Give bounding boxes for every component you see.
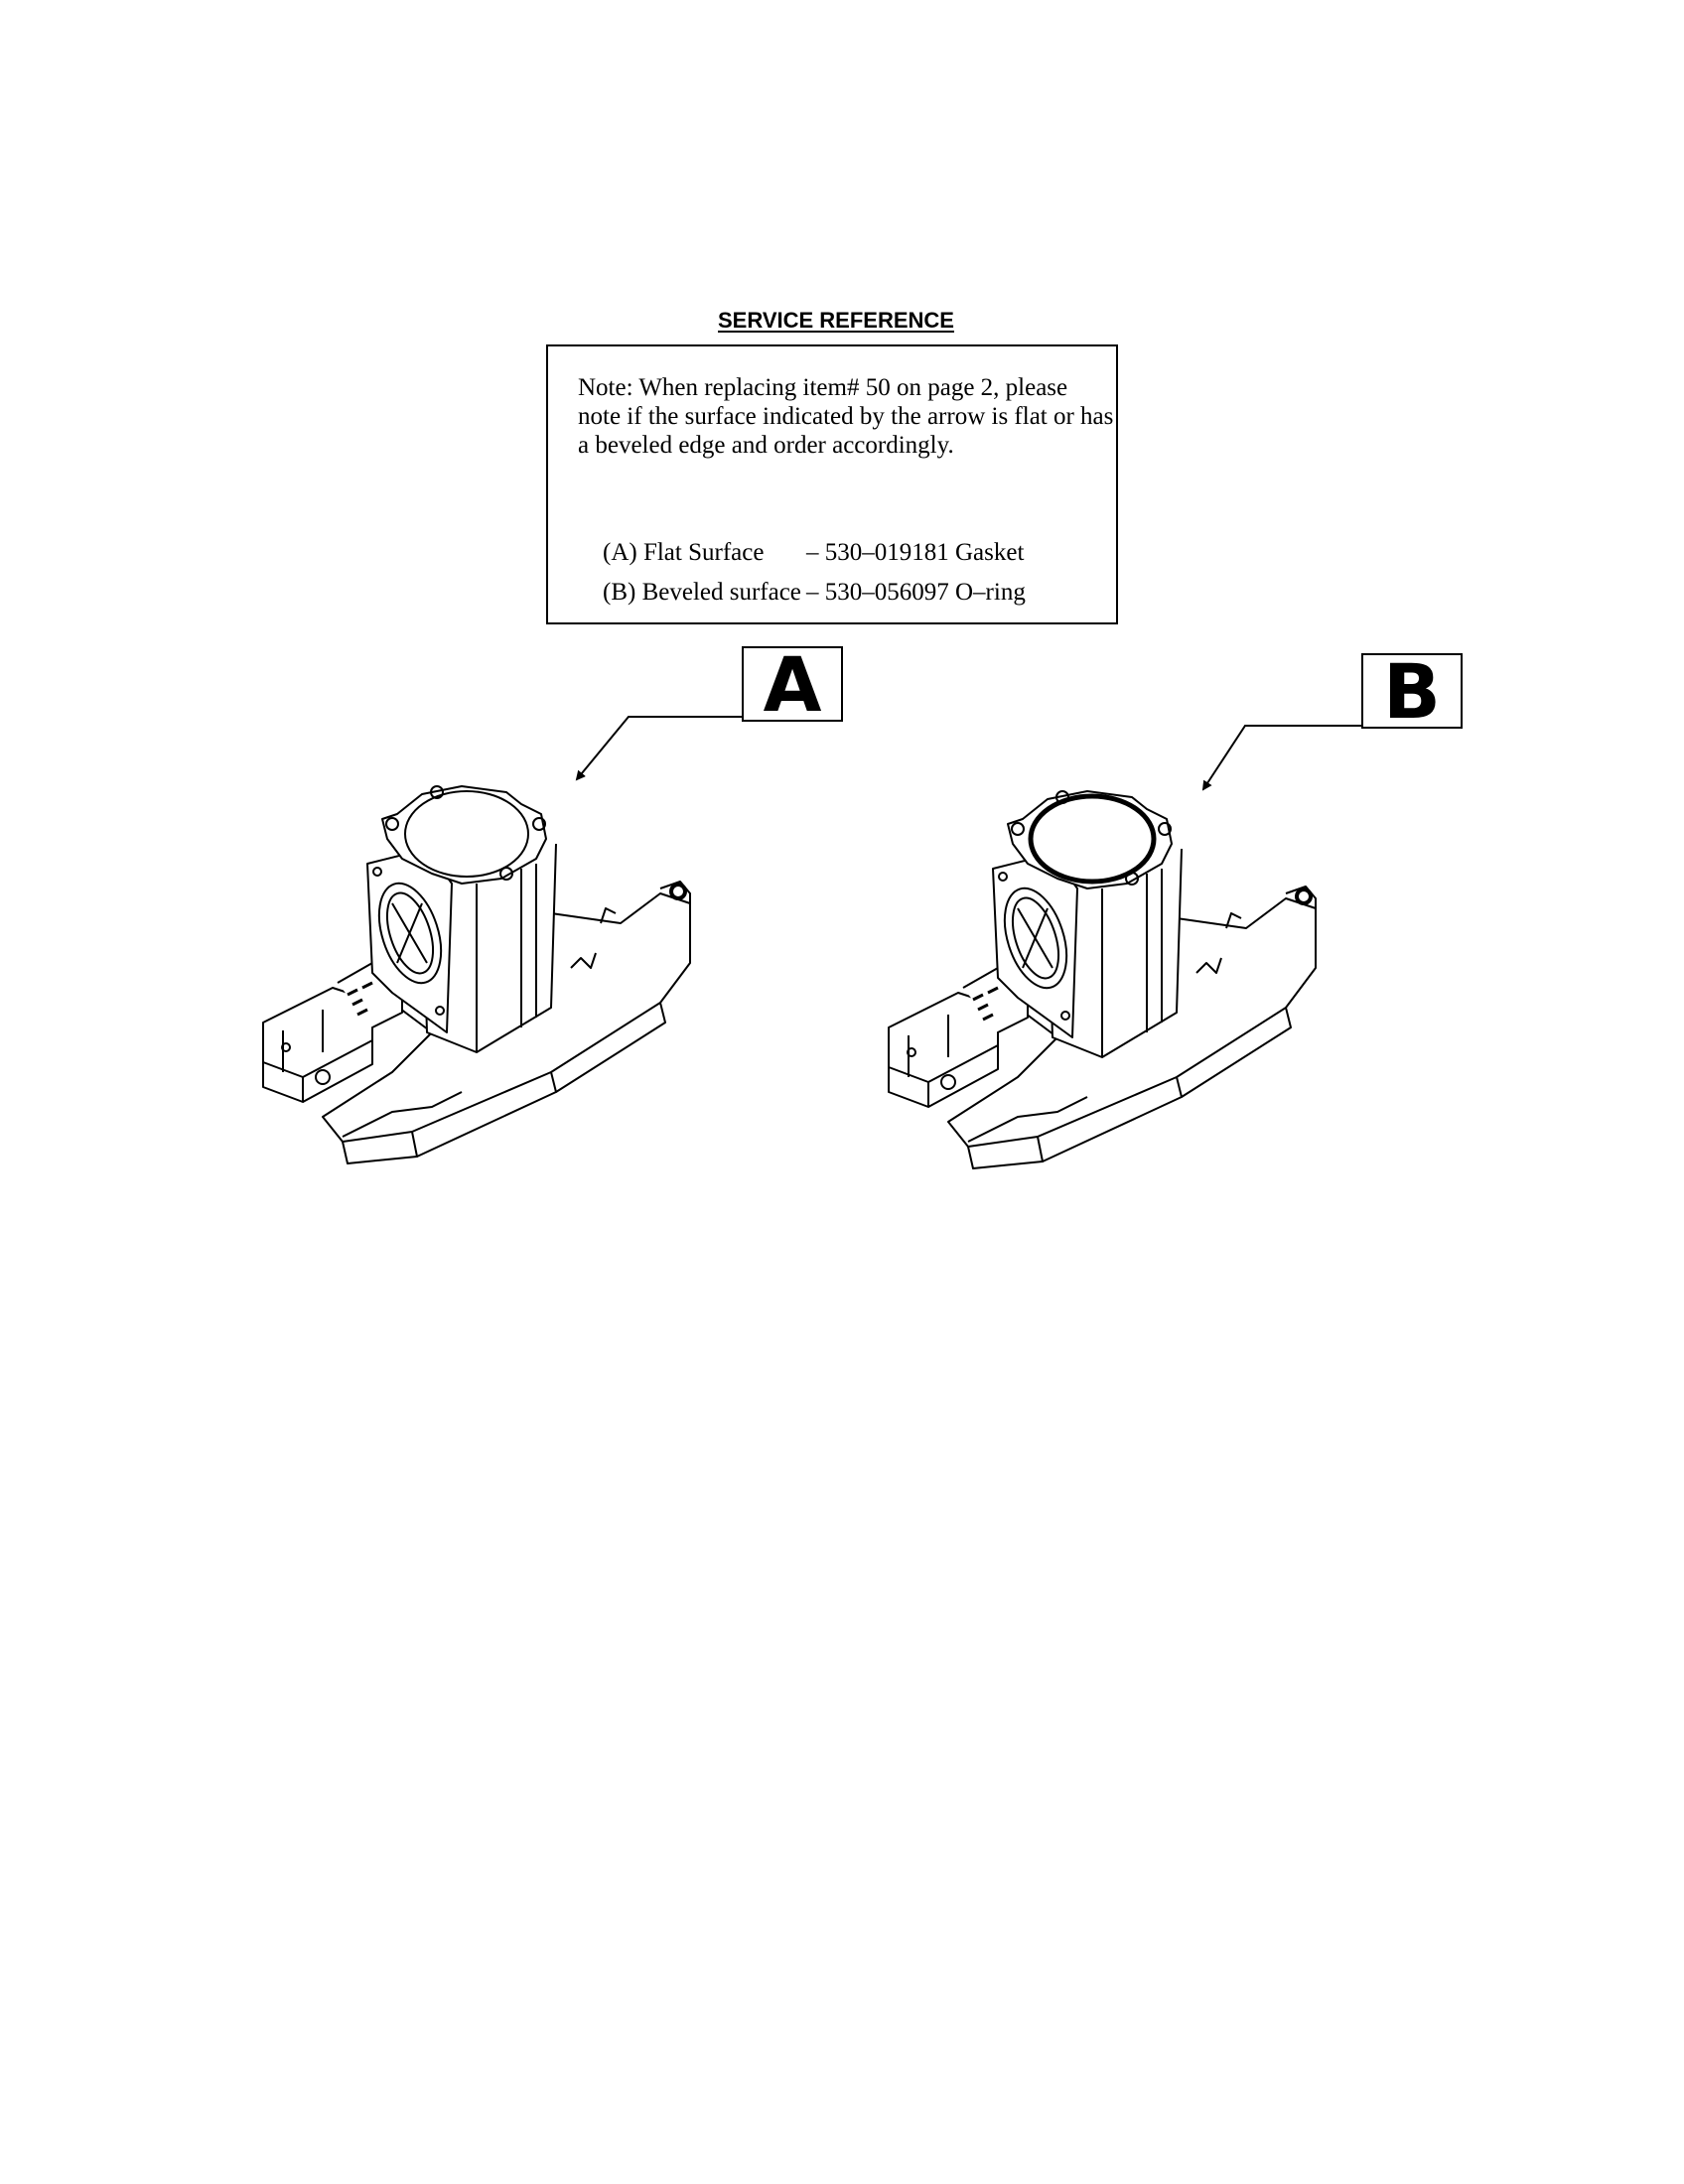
- part-number-a: – 530–019181 Gasket: [806, 539, 1025, 566]
- part-label-b: (B) Beveled surface: [603, 579, 801, 606]
- figure-label-b: B: [1361, 653, 1463, 729]
- part-label-a: (A) Flat Surface: [603, 539, 765, 566]
- service-note-text: Note: When replacing item# 50 on page 2, please note if the surface indicated by the arrow is flat or has a beveled edge and order accordingly.: [578, 374, 1114, 459]
- arrow-a: [577, 717, 742, 779]
- page-title: SERVICE REFERENCE: [718, 308, 954, 333]
- part-number-b: – 530–056097 O–ring: [806, 579, 1026, 606]
- arrow-b: [1203, 726, 1361, 789]
- figure-label-a: A: [742, 646, 843, 722]
- housing-b-drawing: [889, 791, 1316, 1168]
- housing-a-drawing: [263, 786, 690, 1163]
